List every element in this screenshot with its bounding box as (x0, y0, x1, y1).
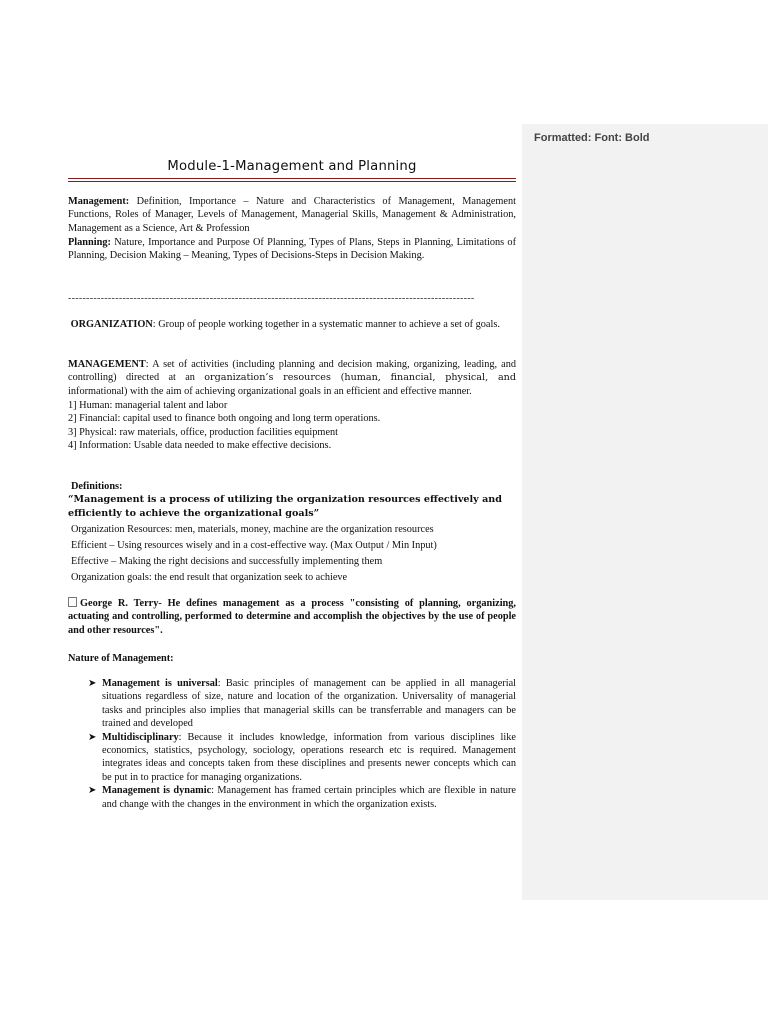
nature-heading (68, 652, 516, 665)
management-text-a: : A set of activities (including planning and decision making, organizing, leading, and controlling) directed at an (68, 359, 516, 384)
arrow-bullet-icon: ➤ (88, 678, 97, 689)
comment-title: Formatted: Font: Bold (534, 132, 650, 144)
nature-list (68, 677, 516, 811)
list-item: Organization Resources: men, materials, money, machine are the organization resources (71, 524, 434, 535)
syllabus-planning-text: Nature, Importance and Purpose Of Planning, Types of Plans, Steps in Planning, Limitations of Planning, Decision Making – Meaning, Types of Decisions-Steps in Decision Making. (68, 237, 517, 262)
syllabus-management-label: Management: (68, 196, 130, 207)
list-item: Effective – Making the right decisions and successfully implementing them (71, 556, 383, 567)
list-item: 1] Human: managerial talent and labor (68, 400, 228, 411)
page-title: Module-1-Management and Planning (167, 159, 417, 174)
management-text-b: organization’s resources (human, financial, physical, and (204, 372, 516, 384)
organization-label: ORGANIZATION (70, 319, 153, 330)
list-item: Organization goals: the end result that organization seek to achieve (71, 572, 348, 583)
resource-list (68, 399, 516, 453)
management-label: MANAGEMENT (68, 359, 146, 370)
list-item (68, 677, 516, 731)
syllabus-management-text: Definition, Importance – Nature and Characteristics of Management, Management Functions, Roles of Manager, Levels of Management, Managerial Skills, Management & Administration, Management as a Science, Art & Profession (68, 196, 516, 234)
bullet-label: Management is dynamic (102, 785, 212, 797)
arrow-bullet-icon: ➤ (88, 785, 97, 797)
organization-text: : Group of people working together in a systematic manner to achieve a set of goals. (152, 319, 500, 330)
missing-glyph-icon (68, 597, 77, 607)
definition-quote: “Management is a process of utilizing the organization resources effectively and efficiently to achieve the organizational goals” (68, 494, 502, 519)
management-text-c: informational) with the aim of achieving organizational goals in an efficient and effective manner. (68, 385, 472, 397)
terry-text: George R. Terry- He defines management as a process "consisting of planning, organizing, actuating and controlling, performed to determine and accomplish the objectives by the use of people and other resources". (68, 598, 516, 636)
arrow-bullet-icon: ➤ (88, 731, 97, 743)
bullet-text: : Basic principles of management can be applied in all managerial situations regardless of size, nature and location of the organization. Universality of managerial tasks and principles also implies that managerial skills can be transferrable and managers can be trained and developed (102, 678, 516, 730)
comment-pane (522, 124, 768, 900)
organization-definition (68, 318, 516, 331)
bullet-text: : Management has framed certain principles which are flexible in nature and change with the changes in the environment in which the organization exists. (102, 785, 516, 810)
terry-definition (68, 597, 516, 637)
title-rule (68, 178, 516, 182)
list-item (68, 784, 516, 811)
syllabus-planning-label: Planning: (68, 237, 111, 248)
definitions-heading-text: Definitions: (71, 481, 123, 492)
syllabus-planning (68, 236, 516, 263)
list-item: 4] Information: Usable data needed to make effective decisions. (68, 440, 332, 452)
management-definition (68, 358, 516, 398)
bullet-label: Management is universal (102, 678, 218, 689)
list-item: 2] Financial: capital used to finance both ongoing and long term operations. (68, 413, 381, 425)
list-item: 3] Physical: raw materials, office, production facilities equipment (68, 426, 339, 438)
definition-lines (68, 522, 516, 586)
definitions-heading (68, 480, 519, 493)
list-item: Efficient – Using resources wisely and in a cost-effective way. (Max Output / Min Input) (71, 540, 437, 551)
syllabus-management (68, 195, 516, 235)
list-item (68, 731, 516, 785)
nature-heading-text: Nature of Management: (68, 653, 174, 664)
divider: ---------------------------------------------------------------------------------------------------------------- (68, 293, 475, 304)
bullet-text: : Because it includes knowledge, information from various disciplines like economics, statistics, psychology, sociology, operations research etc is required. Management integrates ideas and concepts taken from these disciplines and presents newer concepts which can be put in to practice for managing organizations. (102, 731, 516, 783)
bullet-label: Multidisciplinary (102, 731, 179, 743)
